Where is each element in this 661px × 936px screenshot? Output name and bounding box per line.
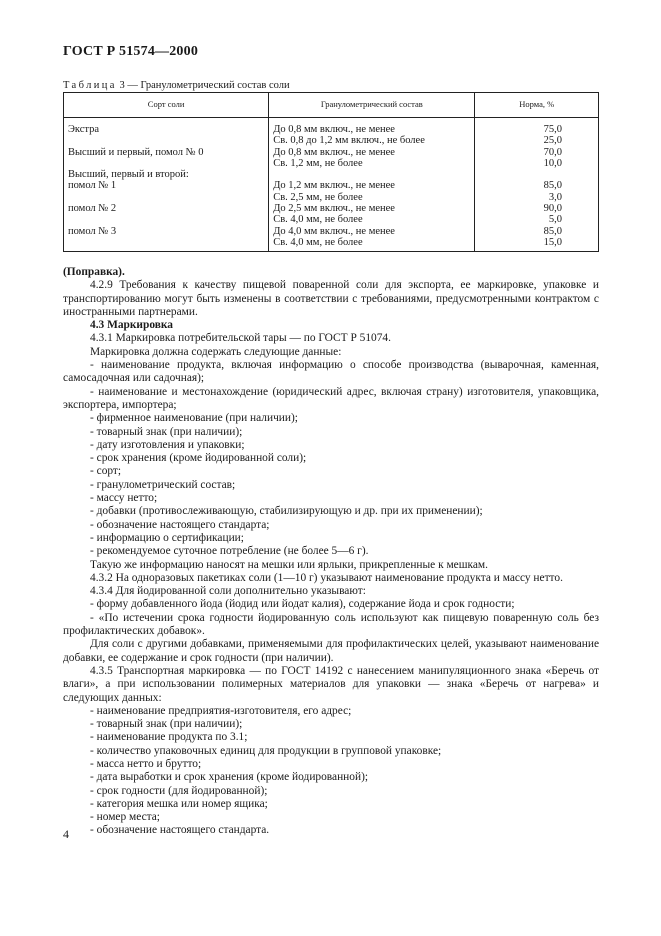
cell-norm: 85,0 xyxy=(475,180,599,191)
cell-norm: 3,0 xyxy=(475,192,599,203)
table-caption xyxy=(63,80,290,91)
cell-composition: До 0,8 мм включ., не менее xyxy=(269,147,475,158)
page-number: 4 xyxy=(63,827,69,841)
table-row xyxy=(64,147,599,158)
list-item: - обозначение настоящего стандарта. xyxy=(90,824,270,837)
document-body xyxy=(63,266,599,838)
list-item: - товарный знак (при наличии); xyxy=(90,425,243,438)
cell-norm: 85,0 xyxy=(475,226,599,237)
cell-composition: Св. 1,2 мм, не более xyxy=(269,158,475,169)
cell-composition: До 4,0 мм включ., не менее xyxy=(269,226,475,237)
amendment-note: (Поправка). xyxy=(63,266,125,278)
cell-sort xyxy=(64,214,269,225)
table-row xyxy=(64,214,599,225)
list-item: - номер места; xyxy=(90,811,160,824)
clause-4-3-4: 4.3.4 Для йодированной соли дополнительно указывают: xyxy=(90,585,366,598)
list-item: - информацию о сертификации; xyxy=(90,531,244,544)
cell-composition: До 1,2 мм включ., не менее xyxy=(269,180,475,191)
other-additives-note: Для соли с другими добавками, применяемыми для профилактических целей, указывают наименование добавки, ее содержание и срок годности (при наличии). xyxy=(63,638,599,664)
column-header-sort: Сорт соли xyxy=(64,93,269,118)
table-caption-label: Таблица xyxy=(63,80,117,91)
list-item: - наименование продукта, включая информацию о способе производства (выварочная, каменная, самосадочная или садочная); xyxy=(63,359,599,385)
list-item: - наименование предприятия-изготовителя, его адрес; xyxy=(90,704,352,717)
granulometric-table xyxy=(63,92,599,252)
list-item: - сорт; xyxy=(90,465,122,478)
cell-sort: помол № 3 xyxy=(68,225,117,237)
list-item: - срок хранения (кроме йодированной соли); xyxy=(90,452,307,465)
table-row xyxy=(64,158,599,169)
list-item: - наименование продукта по 3.1; xyxy=(90,731,248,744)
iodized-salt-list xyxy=(63,598,599,638)
list-item: - гранулометрический состав; xyxy=(90,478,236,491)
column-header-norm: Норма, % xyxy=(475,93,599,118)
cell-norm: 25,0 xyxy=(475,135,599,146)
cell-norm: 90,0 xyxy=(475,203,599,214)
table-row xyxy=(64,203,599,214)
page-header: ГОСТ Р 51574—2000 xyxy=(63,44,199,59)
list-item: - фирменное наименование (при наличии); xyxy=(90,412,298,425)
table-row xyxy=(64,169,599,180)
cell-sort: помол № 2 xyxy=(68,203,117,215)
table-row xyxy=(64,180,599,191)
cell-composition: Св. 4,0 мм, не более xyxy=(269,214,475,225)
list-item: - категория мешка или номер ящика; xyxy=(90,797,268,810)
table-row xyxy=(64,237,599,252)
cell-sort: Экстра xyxy=(68,124,100,135)
cell-composition: До 0,8 мм включ., не менее xyxy=(269,118,475,136)
cell-composition: До 2,5 мм включ., не менее xyxy=(269,203,475,214)
list-item: - дату изготовления и упаковки; xyxy=(90,438,245,451)
cell-norm: 15,0 xyxy=(475,237,599,252)
cell-norm: 70,0 xyxy=(475,147,599,158)
list-item: - срок годности (для йодированной); xyxy=(90,784,268,797)
cell-sort: помол № 1 xyxy=(68,180,117,192)
clause-4-3-1: 4.3.1 Маркировка потребительской тары — по ГОСТ Р 51074. xyxy=(90,332,391,345)
table-row xyxy=(64,118,599,136)
list-item: - дата выработки и срок хранения (кроме йодированной); xyxy=(90,771,369,784)
table-row xyxy=(64,135,599,146)
clause-4-3-2: 4.3.2 На одноразовых пакетиках соли (1—10 г) указывают наименование продукта и массу нетто. xyxy=(90,571,563,584)
cell-composition: Св. 0,8 до 1,2 мм включ., не более xyxy=(269,135,475,146)
clause-4-2-9: 4.2.9 Требования к качеству пищевой поваренной соли для экспорта, ее маркировке, упаковке и транспортированию могут быть изменены в соответствии с требованиями, предусмотренными контрактом с иностранными партнерами. xyxy=(63,279,599,318)
list-item: - количество упаковочных единиц для продукции в групповой упаковке; xyxy=(90,744,442,757)
bag-marking-note: Такую же информацию наносят на мешки или ярлыки, прикрепленные к мешкам. xyxy=(90,558,488,571)
section-heading-4-3: 4.3 Маркировка xyxy=(90,319,173,332)
cell-sort: Высший и первый, помол № 0 xyxy=(68,146,204,158)
list-item: - наименование и местонахождение (юридический адрес, включая страну) изготовителя, упаковщика, экспортера, импортера; xyxy=(63,385,599,411)
clause-4-3-1-intro: Маркировка должна содержать следующие данные: xyxy=(90,345,342,358)
table-row xyxy=(64,226,599,237)
transport-marking-list xyxy=(63,705,599,838)
cell-norm: 75,0 xyxy=(475,118,599,136)
cell-sort: Высший, первый и второй: xyxy=(68,169,189,181)
cell-norm: 5,0 xyxy=(475,214,599,225)
list-item: - массу нетто; xyxy=(90,492,158,505)
clause-4-3-5: 4.3.5 Транспортная маркировка — по ГОСТ 14192 с нанесением манипуляционного знака «Беречь от влаги», а при использовании полимерных материалов для упаковки — знака «Беречь от нагрева» и следующих данных: xyxy=(63,664,599,704)
cell-sort xyxy=(64,192,269,203)
list-item: - форму добавленного йода (йодид или йодат калия), содержание йода и срок годности; xyxy=(90,598,515,611)
list-item: - товарный знак (при наличии); xyxy=(90,718,243,731)
cell-sort xyxy=(64,158,269,169)
list-item: - добавки (противослеживающую, стабилизирующую и др. при их применении); xyxy=(90,505,483,518)
cell-composition: Св. 4,0 мм, не более xyxy=(269,237,475,252)
table-caption-text: 3 — Гранулометрический состав соли xyxy=(116,80,290,91)
cell-sort xyxy=(64,237,269,252)
cell-norm: 10,0 xyxy=(475,158,599,169)
cell-composition xyxy=(269,169,475,180)
table-row xyxy=(64,192,599,203)
column-header-composition: Гранулометрический состав xyxy=(269,93,475,118)
marking-data-list xyxy=(63,359,599,558)
cell-composition: Св. 2,5 мм, не более xyxy=(269,192,475,203)
list-item: - «По истечении срока годности йодированную соль используют как пищевую поваренную соль без профилактических добавок». xyxy=(63,611,599,638)
list-item: - масса нетто и брутто; xyxy=(90,757,202,770)
cell-norm xyxy=(475,169,599,180)
list-item: - рекомендуемое суточное потребление (не более 5—6 г). xyxy=(90,545,369,558)
list-item: - обозначение настоящего стандарта; xyxy=(90,518,270,531)
table-body xyxy=(64,118,599,252)
cell-sort xyxy=(64,135,269,146)
